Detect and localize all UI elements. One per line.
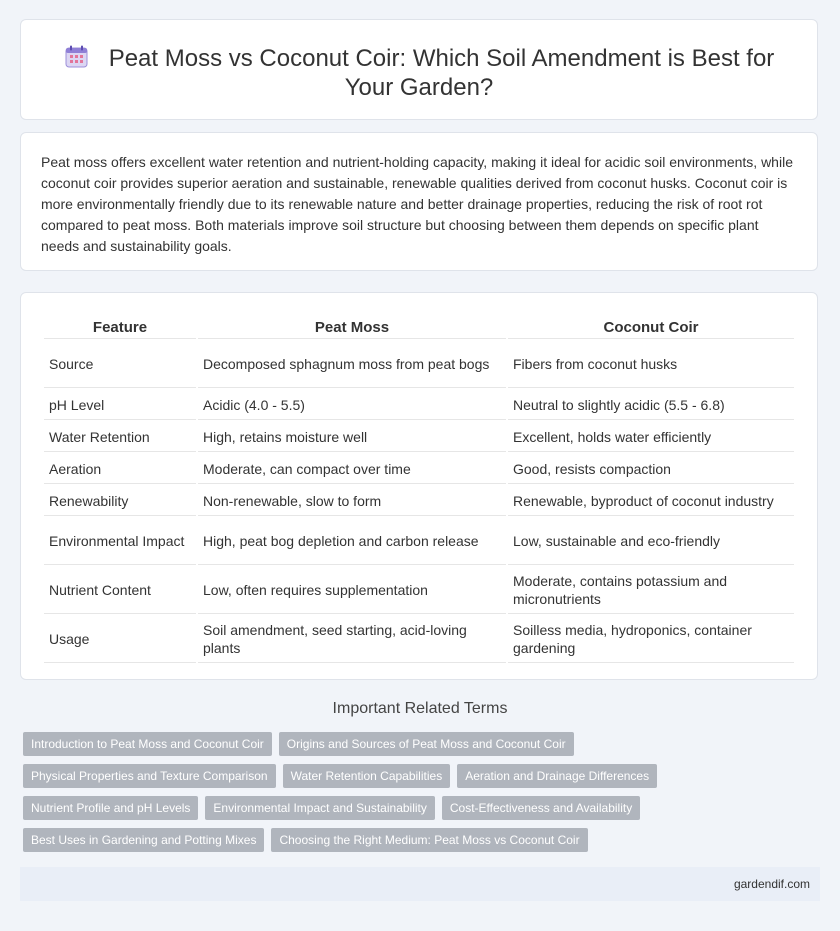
table-cell-peat-moss: Low, often requires supplementation — [198, 567, 506, 614]
related-term-tag[interactable]: Origins and Sources of Peat Moss and Coconut Coir — [279, 732, 574, 756]
related-term-tag[interactable]: Aeration and Drainage Differences — [457, 764, 657, 788]
related-term-tag[interactable]: Nutrient Profile and pH Levels — [23, 796, 198, 820]
table-row — [44, 341, 794, 388]
comparison-card — [20, 292, 818, 680]
table-cell-feature: Usage — [44, 616, 196, 663]
page-title — [49, 44, 789, 102]
intro-card — [20, 132, 818, 271]
column-header-peat-moss: Peat Moss — [198, 311, 506, 339]
table-cell-coconut-coir: Fibers from coconut husks — [508, 341, 794, 388]
table-row — [44, 454, 794, 484]
column-header-feature: Feature — [44, 311, 196, 339]
related-term-tag[interactable]: Best Uses in Gardening and Potting Mixes — [23, 828, 264, 852]
table-cell-peat-moss: Acidic (4.0 - 5.5) — [198, 390, 506, 420]
tag-row — [23, 732, 823, 756]
table-cell-peat-moss: Moderate, can compact over time — [198, 454, 506, 484]
table-cell-peat-moss: Soil amendment, seed starting, acid-loving plants — [198, 616, 506, 663]
calendar-grid-icon — [64, 44, 89, 69]
related-term-tag[interactable]: Choosing the Right Medium: Peat Moss vs Coconut Coir — [271, 828, 587, 852]
table-cell-feature: Nutrient Content — [44, 567, 196, 614]
table-row — [44, 567, 794, 614]
table-cell-peat-moss: Decomposed sphagnum moss from peat bogs — [198, 341, 506, 388]
comparison-table — [42, 309, 796, 665]
table-cell-feature: Environmental Impact — [44, 518, 196, 565]
table-row — [44, 616, 794, 663]
table-cell-feature: Aeration — [44, 454, 196, 484]
tag-row — [23, 828, 823, 852]
table-row — [44, 422, 794, 452]
table-row — [44, 486, 794, 516]
table-cell-peat-moss: High, peat bog depletion and carbon release — [198, 518, 506, 565]
table-cell-coconut-coir: Excellent, holds water efficiently — [508, 422, 794, 452]
table-header-row — [44, 311, 794, 339]
header-card — [20, 19, 818, 120]
table-cell-coconut-coir: Renewable, byproduct of coconut industry — [508, 486, 794, 516]
tag-row — [23, 764, 823, 788]
table-row — [44, 518, 794, 565]
related-terms-heading: Important Related Terms — [332, 700, 508, 717]
intro-paragraph: Peat moss offers excellent water retention and nutrient-holding capacity, making it ideal for acidic soil environments, while coconut coir provides superior aeration and sustainable, renewable qualities derived from coconut husks. Coconut coir is more environmentally friendly due to its renewable nature and better drainage properties, reducing the risk of root rot compared to peat moss. Both materials improve soil structure but choosing between them depends on specific plant needs and sustainability goals. — [41, 154, 793, 254]
column-header-coconut-coir: Coconut Coir — [508, 311, 794, 339]
table-row — [44, 390, 794, 420]
table-cell-coconut-coir: Soilless media, hydroponics, container gardening — [508, 616, 794, 663]
table-cell-peat-moss: Non-renewable, slow to form — [198, 486, 506, 516]
table-cell-coconut-coir: Good, resists compaction — [508, 454, 794, 484]
table-cell-feature: pH Level — [44, 390, 196, 420]
table-cell-coconut-coir: Low, sustainable and eco-friendly — [508, 518, 794, 565]
footer — [20, 867, 820, 901]
related-term-tag[interactable]: Introduction to Peat Moss and Coconut Coir — [23, 732, 272, 756]
related-terms-tags — [23, 732, 823, 860]
related-term-tag[interactable]: Physical Properties and Texture Comparison — [23, 764, 276, 788]
table-cell-feature: Renewability — [44, 486, 196, 516]
page-title-text: Peat Moss vs Coconut Coir: Which Soil Amendment is Best for Your Garden? — [108, 45, 775, 101]
footer-site-name: gardendif.com — [733, 877, 810, 891]
related-term-tag[interactable]: Cost-Effectiveness and Availability — [442, 796, 640, 820]
tag-row — [23, 796, 823, 820]
table-cell-coconut-coir: Moderate, contains potassium and micronutrients — [508, 567, 794, 614]
related-term-tag[interactable]: Environmental Impact and Sustainability — [205, 796, 434, 820]
related-term-tag[interactable]: Water Retention Capabilities — [283, 764, 451, 788]
table-cell-peat-moss: High, retains moisture well — [198, 422, 506, 452]
table-cell-feature: Source — [44, 341, 196, 388]
table-cell-feature: Water Retention — [44, 422, 196, 452]
table-cell-coconut-coir: Neutral to slightly acidic (5.5 - 6.8) — [508, 390, 794, 420]
